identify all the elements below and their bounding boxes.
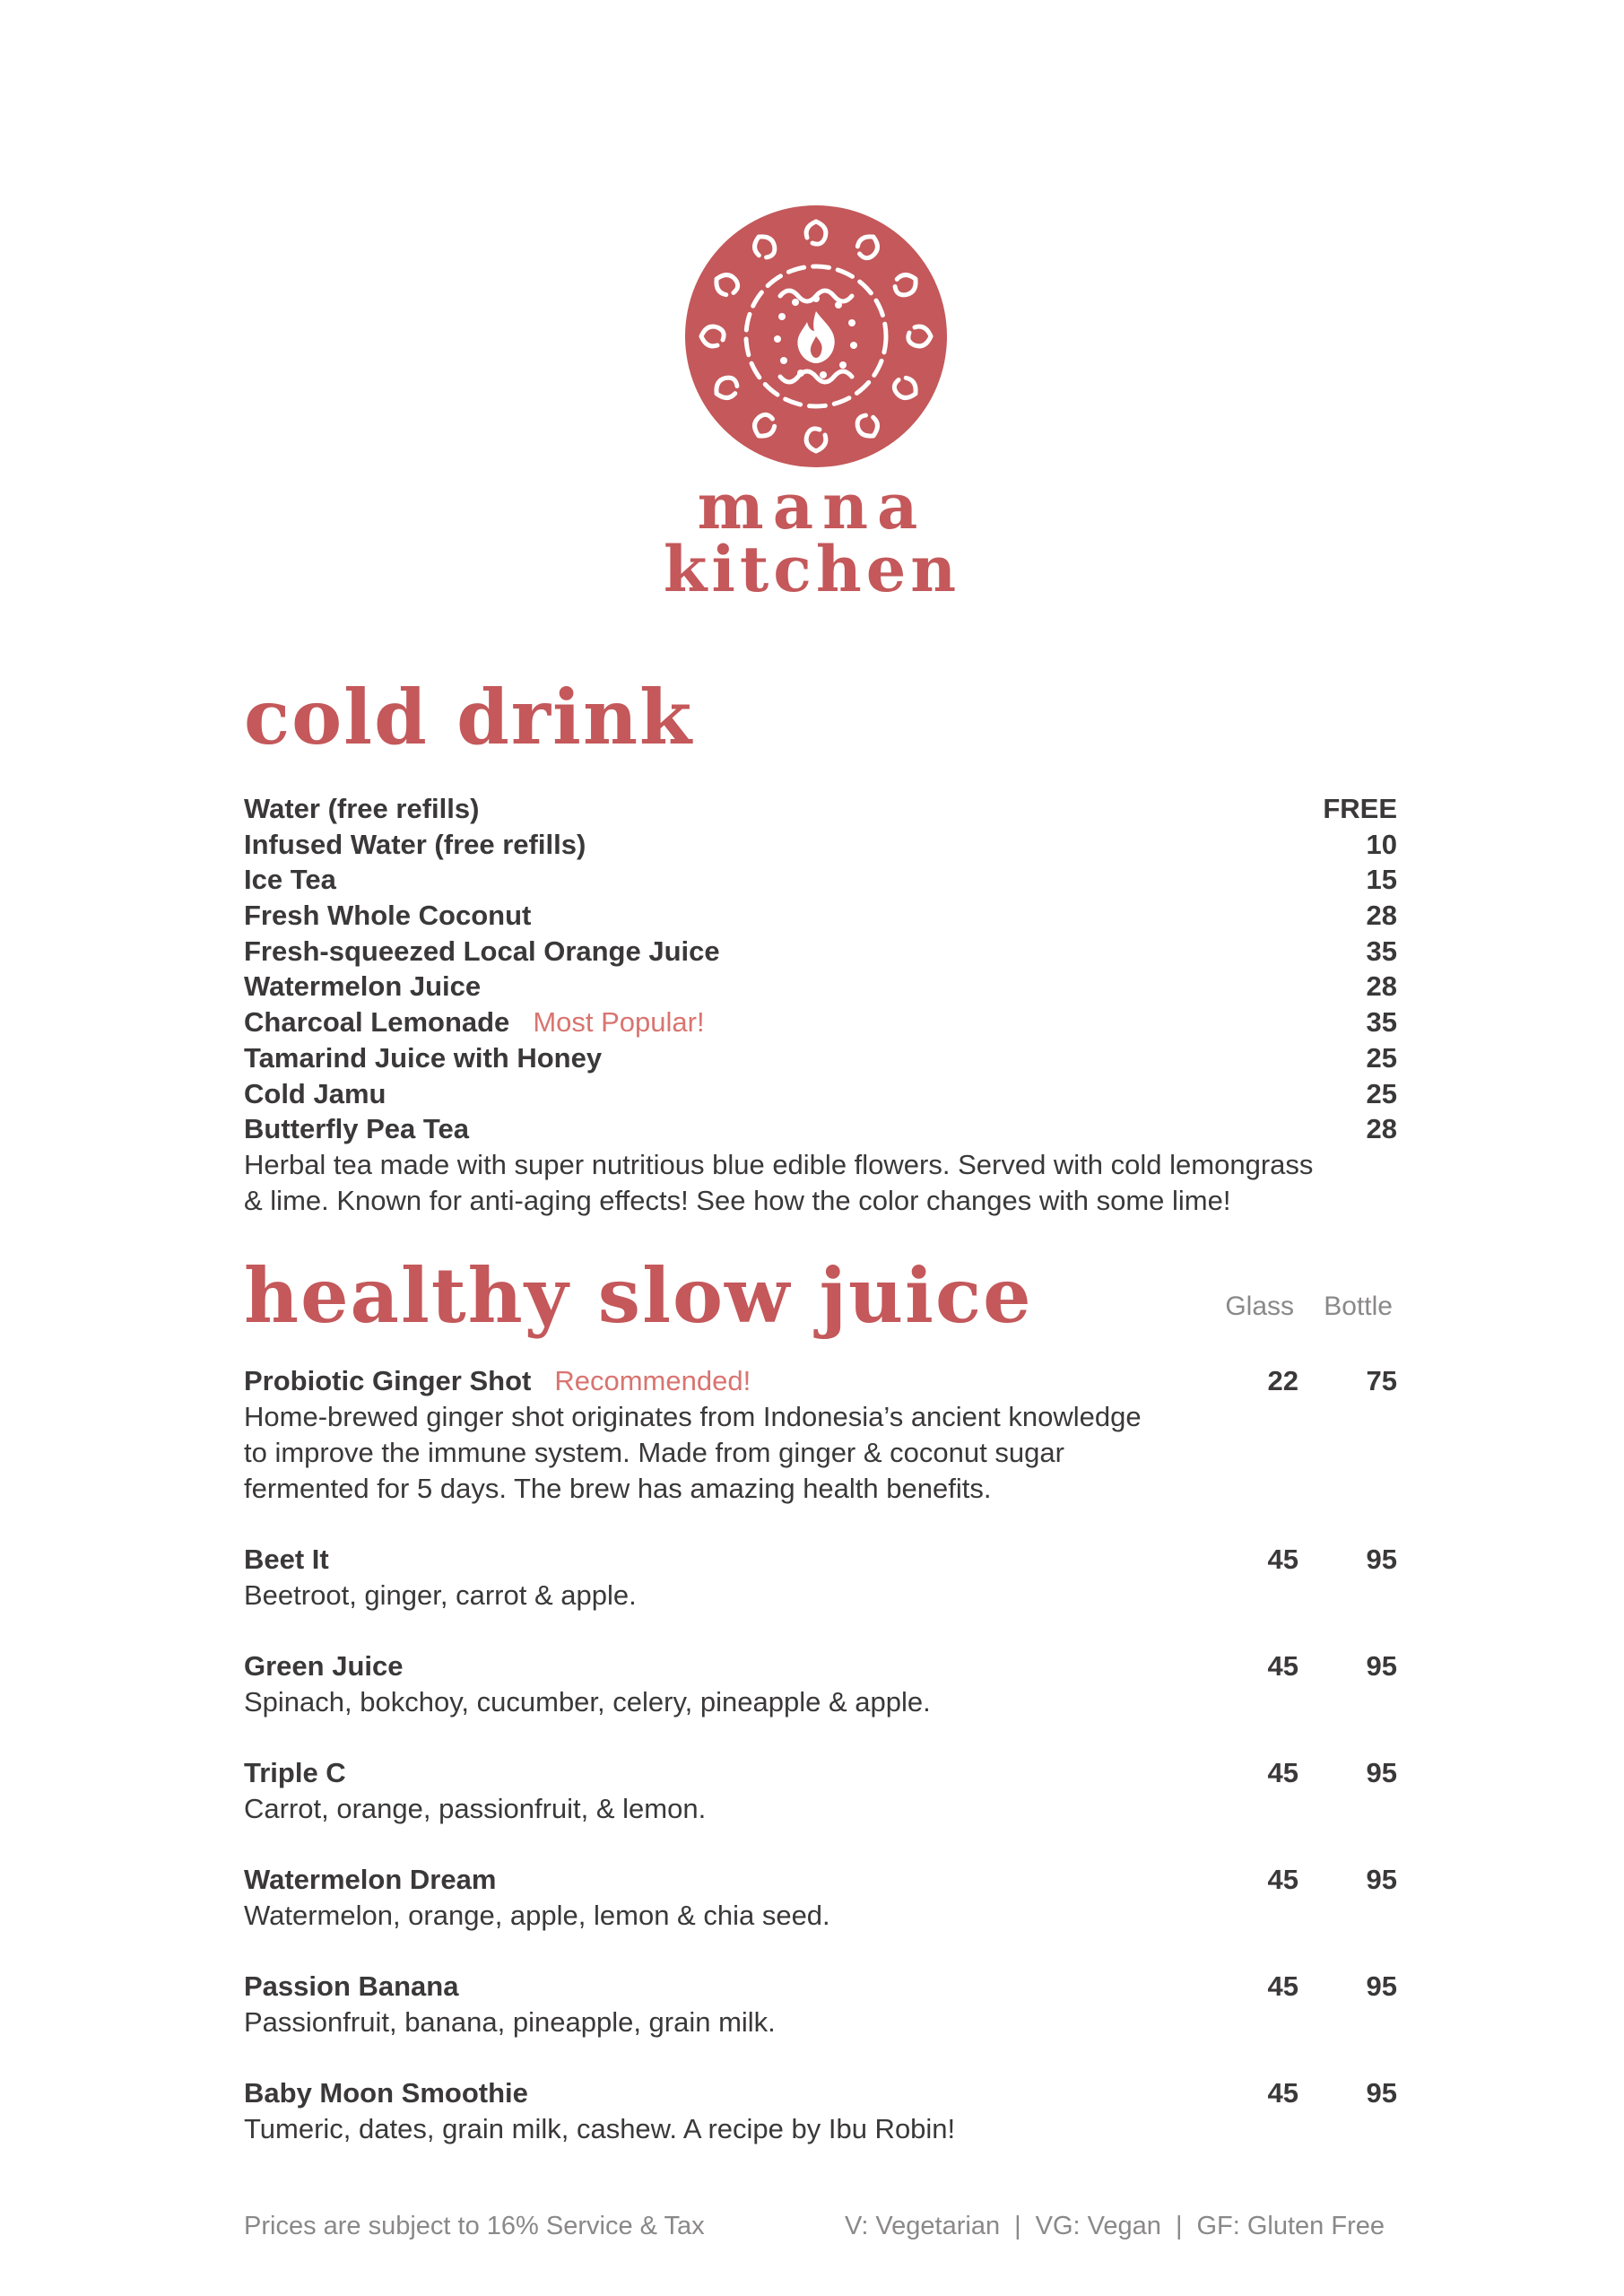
list-item	[244, 1862, 1397, 1934]
list-item	[244, 791, 1397, 827]
legend-separator: |	[1014, 2212, 1021, 2240]
item-price: 28	[1366, 1113, 1397, 1145]
item-price: 10	[1366, 828, 1397, 860]
glass-price: 45	[1267, 1864, 1298, 1895]
item-description: Home-brewed ginger shot originates from Indonesia’s ancient knowledge to improve the immune system. Made from ginger & coconut sugar fermented for 5 days. The brew has amazing health benefits.	[244, 1401, 1142, 1504]
bottle-price: 95	[1366, 1864, 1397, 1895]
item-name: Fresh Whole Coconut	[244, 900, 532, 932]
list-item	[244, 862, 1397, 898]
item-name: Charcoal Lemonade	[244, 1006, 510, 1039]
legend-gluten-free: GF: Gluten Free	[1196, 2212, 1385, 2240]
legend-vegetarian: V: Vegetarian	[845, 2212, 1001, 2240]
item-name: Tamarind Juice with Honey	[244, 1041, 603, 1074]
popular-tag: Most Popular!	[533, 1006, 705, 1039]
item-name: Ice Tea	[244, 864, 336, 896]
bottle-price: 95	[1366, 1757, 1397, 1788]
bottle-price: 95	[1366, 1544, 1397, 1575]
list-item	[244, 1755, 1397, 1827]
item-price: 25	[1366, 1077, 1397, 1109]
list-item	[244, 898, 1397, 934]
item-name: Probiotic Ginger Shot	[244, 1365, 532, 1396]
item-name: Watermelon Dream	[244, 1864, 497, 1895]
section-title-slow-juice: healthy slow juice	[244, 1251, 1033, 1340]
list-item	[244, 1111, 1397, 1147]
list-item	[244, 934, 1397, 970]
item-name: Infused Water (free refills)	[244, 828, 586, 860]
list-item	[244, 1648, 1397, 1720]
list-item	[244, 1076, 1397, 1112]
list-item	[244, 1363, 1397, 1507]
glass-price: 45	[1267, 1970, 1298, 2002]
list-item	[244, 1542, 1397, 1613]
item-price: 28	[1366, 970, 1397, 1003]
item-name: Water (free refills)	[244, 793, 480, 824]
brand-name-line1: mana	[697, 469, 927, 544]
item-name: Baby Moon Smoothie	[244, 2077, 528, 2109]
item-name: Triple C	[244, 1757, 346, 1788]
item-name: Watermelon Juice	[244, 970, 482, 1003]
glass-price: 45	[1267, 1757, 1298, 1788]
item-name: Butterfly Pea Tea	[244, 1113, 469, 1145]
item-price: 35	[1366, 935, 1397, 967]
glass-price: 45	[1267, 2077, 1298, 2109]
slow-juice-list	[244, 1363, 1397, 2182]
item-price: 15	[1366, 864, 1397, 896]
item-name-with-tag	[244, 1363, 1200, 1399]
item-name: Beet It	[244, 1544, 329, 1575]
item-price: 28	[1366, 900, 1397, 932]
price-column-headers	[1195, 1292, 1393, 1322]
item-price: 35	[1366, 1006, 1397, 1039]
cold-drink-list	[244, 791, 1397, 1219]
item-description: Carrot, orange, passionfruit, & lemon.	[244, 1793, 707, 1824]
item-name-with-tag	[244, 1004, 705, 1040]
item-name: Green Juice	[244, 1650, 404, 1682]
tax-note: Prices are subject to 16% Service & Tax	[244, 2212, 705, 2240]
glass-price: 45	[1267, 1650, 1298, 1682]
logo	[677, 202, 955, 471]
glass-price: 45	[1267, 1544, 1298, 1575]
item-price: 25	[1366, 1041, 1397, 1074]
section-title-cold-drink: cold drink	[244, 673, 694, 761]
item-description: Passionfruit, banana, pineapple, grain milk.	[244, 2006, 776, 2038]
column-header-bottle: Bottle	[1324, 1292, 1393, 1321]
item-description: Tumeric, dates, grain milk, cashew. A recipe by Ibu Robin!	[244, 2113, 956, 2144]
list-item	[244, 827, 1397, 863]
item-name: Fresh-squeezed Local Orange Juice	[244, 935, 720, 967]
bottle-price: 75	[1366, 1365, 1397, 1396]
item-description: Beetroot, ginger, carrot & apple.	[244, 1579, 637, 1611]
bottle-price: 95	[1366, 1650, 1397, 1682]
item-name: Cold Jamu	[244, 1077, 386, 1109]
column-header-glass: Glass	[1225, 1292, 1294, 1321]
list-item	[244, 1040, 1397, 1076]
list-item	[244, 969, 1397, 1004]
recommended-tag: Recommended!	[554, 1365, 751, 1396]
list-item	[244, 1969, 1397, 2040]
bottle-price: 95	[1366, 1970, 1397, 2002]
diet-legend	[845, 2212, 1385, 2241]
item-price: FREE	[1323, 793, 1397, 824]
item-name: Passion Banana	[244, 1970, 459, 2002]
item-description: Spinach, bokchoy, cucumber, celery, pineapple & apple.	[244, 1686, 931, 1718]
legend-separator: |	[1175, 2212, 1183, 2240]
list-item	[244, 1004, 1397, 1040]
bottle-price: 95	[1366, 2077, 1397, 2109]
item-description: Watermelon, orange, apple, lemon & chia seed.	[244, 1900, 830, 1931]
flame-mandala-logo-icon	[682, 202, 951, 471]
glass-price: 22	[1267, 1365, 1298, 1396]
brand-name-line2: kitchen	[663, 532, 961, 606]
butterfly-pea-description: Herbal tea made with super nutritious blue edible flowers. Served with cold lemongrass & lime. Known for anti-aging effects! See how the color changes with some lime!	[244, 1148, 1314, 1216]
legend-vegan: VG: Vegan	[1035, 2212, 1161, 2240]
list-item	[244, 2075, 1397, 2147]
